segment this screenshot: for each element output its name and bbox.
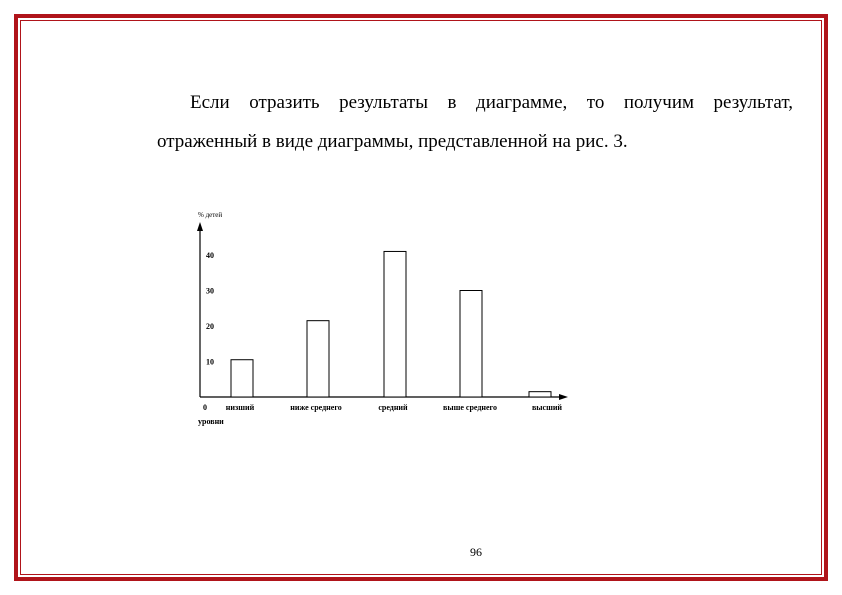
bar <box>460 291 482 398</box>
x-origin-label: 0 <box>203 403 207 412</box>
x-tick-label: средний <box>378 403 408 412</box>
y-axis-label: % детей <box>198 211 223 219</box>
x-tick-label: низший <box>225 403 255 412</box>
y-tick-label: 30 <box>206 286 214 296</box>
bar <box>384 251 406 397</box>
body-paragraph: Если отразить результаты в диаграмме, то получим результат, отраженный в виде диаграммы, представленной на рис. 3. <box>157 92 793 152</box>
y-tick-label: 40 <box>206 251 214 260</box>
x-axis-arrow <box>559 394 568 400</box>
y-tick-label: 10 <box>206 357 214 367</box>
bar <box>231 360 253 397</box>
x-tick-label: высший <box>531 403 563 412</box>
bar <box>307 321 329 397</box>
y-tick-label: 20 <box>206 322 214 331</box>
y-axis-arrow <box>197 222 203 231</box>
x-axis-label: уровни <box>198 417 224 426</box>
x-tick-label: ниже среднего <box>290 403 342 412</box>
x-tick-label: выше среднего <box>443 403 497 412</box>
bar <box>529 392 551 397</box>
page-number: 96 <box>470 545 482 559</box>
